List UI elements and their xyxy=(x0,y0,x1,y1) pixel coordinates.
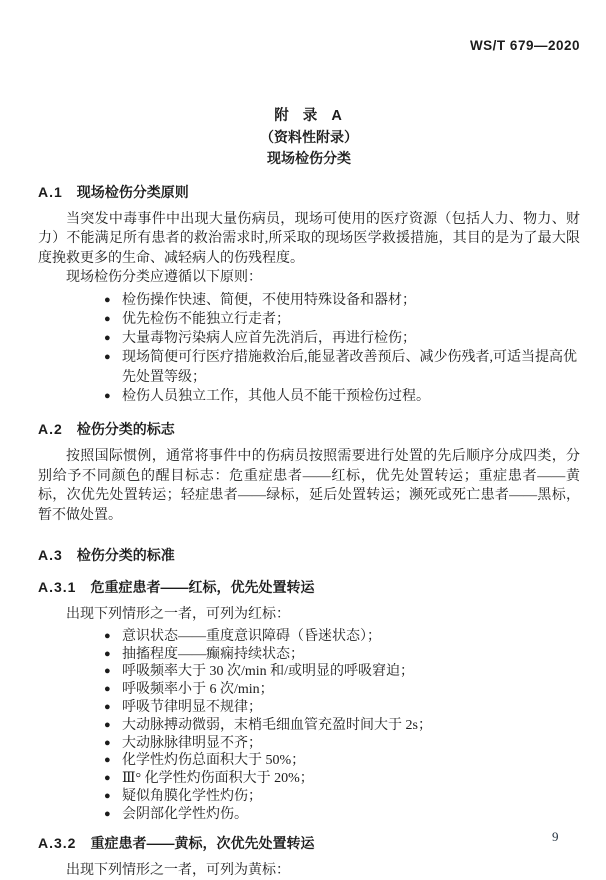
list-item-text: 意识状态——重度意识障碍（昏迷状态）； xyxy=(122,628,381,644)
section-heading-a32 xyxy=(38,833,580,853)
appendix-name: 现场检伤分类 xyxy=(267,149,351,166)
list-item-text: 化学性灼伤总面积大于 50%； xyxy=(122,753,306,769)
list-item xyxy=(38,717,580,735)
bullet-icon: ● xyxy=(104,647,111,660)
list-item xyxy=(38,699,580,717)
page-number: 9 xyxy=(552,829,559,844)
list-item xyxy=(38,752,580,770)
section-number: A.2 xyxy=(38,421,63,438)
appendix-title: 附 录 A xyxy=(274,107,344,124)
list-item xyxy=(38,681,580,699)
list-item xyxy=(38,735,580,753)
list-item-text: 大量毒物污染病人应首先洗消后，再进行检伤； xyxy=(122,331,416,347)
document-header xyxy=(38,0,580,56)
list-item xyxy=(38,770,580,788)
bullet-icon: ● xyxy=(104,754,111,767)
list-item-text: 大动脉脉律明显不齐； xyxy=(122,735,262,751)
list-item xyxy=(38,646,580,664)
list-item-text: 大动脉搏动微弱，末梢毛细血管充盈时间大于 2s； xyxy=(122,717,432,733)
bullet-icon: ● xyxy=(104,629,111,642)
list-item xyxy=(38,291,580,310)
paragraph-a1-2: 现场检伤分类应遵循以下原则： xyxy=(66,270,262,285)
list-item-text: 检伤人员独立工作，其他人员不能干预检伤过程。 xyxy=(122,388,430,404)
list-item xyxy=(38,348,580,387)
appendix-title-block xyxy=(38,106,580,169)
section-heading-a2 xyxy=(38,419,580,439)
paragraph-a31-1: 出现下列情形之一者，可列为红标： xyxy=(66,607,290,623)
list-item-text: 抽搐程度——癫痫持续状态； xyxy=(122,646,304,662)
section-heading-a31 xyxy=(38,577,580,597)
list-item xyxy=(38,628,580,646)
paragraph-a32-1: 出现下列情形之一者，可列为黄标： xyxy=(66,862,290,878)
list-item xyxy=(38,310,580,329)
bullet-icon: ● xyxy=(104,807,111,820)
list-item-text: 疑似角膜化学性灼伤； xyxy=(122,788,262,804)
list-item-text: Ⅲ° 化学性灼伤面积大于 20%； xyxy=(122,771,314,787)
bullet-icon: ● xyxy=(104,700,111,713)
list-item xyxy=(38,788,580,806)
list-item xyxy=(38,663,580,681)
section-title: 危重症患者——红标，优先处置转运 xyxy=(90,579,315,596)
section-heading-a3 xyxy=(38,545,580,565)
bullet-list-a31 xyxy=(38,628,580,824)
bullet-icon: ● xyxy=(104,389,111,402)
bullet-icon: ● xyxy=(104,293,111,306)
section-title: 重症患者——黄标，次优先处置转运 xyxy=(90,834,315,851)
bullet-icon: ● xyxy=(104,736,111,749)
list-item xyxy=(38,387,580,406)
section-number: A.3 xyxy=(38,547,63,564)
bullet-icon: ● xyxy=(104,789,111,802)
section-number: A.1 xyxy=(38,183,63,200)
section-title: 检伤分类的标志 xyxy=(76,421,175,438)
section-title: 检伤分类的标准 xyxy=(76,547,175,564)
page-content xyxy=(38,0,580,880)
list-item-text: 会阴部化学性灼伤。 xyxy=(122,806,248,822)
standard-number: WS/T 679—2020 xyxy=(469,38,580,53)
section-number: A.3.1 xyxy=(38,579,77,596)
bullet-icon: ● xyxy=(104,718,111,731)
list-item xyxy=(38,329,580,348)
list-item-text: 现场简便可行医疗措施救治后,能显著改善预后、减少伤残者,可适当提高优先处置等级； xyxy=(122,350,577,385)
list-item-text: 呼吸频率小于 6 次/min； xyxy=(122,682,274,698)
list-item-text: 呼吸频率大于 30 次/min 和/或明显的呼吸窘迫； xyxy=(122,664,415,680)
list-item-text: 呼吸节律明显不规律； xyxy=(122,699,262,715)
bullet-icon: ● xyxy=(104,772,111,785)
bullet-icon: ● xyxy=(104,665,111,678)
list-item-text: 检伤操作快速、简便，不使用特殊设备和器材； xyxy=(122,292,416,308)
section-heading-a1 xyxy=(38,182,580,202)
bullet-icon: ● xyxy=(104,683,111,696)
list-item-text: 优先检伤不能独立行走者； xyxy=(122,311,290,327)
bullet-icon: ● xyxy=(104,312,111,325)
section-number: A.3.2 xyxy=(38,834,77,851)
list-item xyxy=(38,806,580,824)
bullet-list-a1 xyxy=(38,291,580,407)
bullet-icon: ● xyxy=(104,332,111,345)
paragraph-a1-1: 当突发中毒事件中出现大量伤病员，现场可使用的医疗资源（包括人力、物力、财力）不能满足所有患者的救治需求时,所采取的现场医学救援措施，其目的是为了最大限度挽救更多的生命、减轻病人的伤残程度。 xyxy=(38,211,580,266)
paragraph-a2-1: 按照国际惯例，通常将事件中的伤病员按照需要进行处置的先后顺序分成四类，分别给予不同颜色的醒目标志：危重症患者——红标，优先处置转运；重症患者——黄标，次优先处置转运；轻症患者——绿标，延后处置转运；濒死或死亡患者——黑标，暂不做处置。 xyxy=(38,449,580,523)
section-title: 现场检伤分类原则 xyxy=(76,183,189,200)
bullet-icon: ● xyxy=(104,351,111,364)
appendix-subtitle: （资料性附录） xyxy=(260,128,358,145)
